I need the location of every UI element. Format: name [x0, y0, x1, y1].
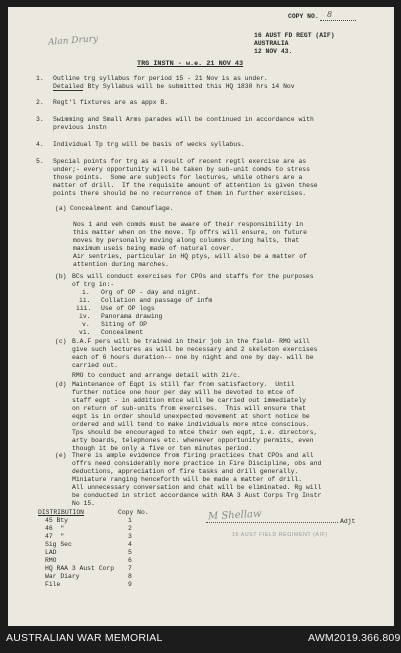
sub-b-item-number: i.: [82, 289, 90, 296]
distribution-row-copy: 5: [128, 549, 132, 556]
sub-a-line: Nos 1 and veh comds must be aware of their responsibility in: [73, 221, 304, 228]
sub-c-line: give such lectures as will be necessary and 2 skeleton exercises: [72, 346, 318, 353]
sub-d-line: though it be only a five or ten minutes period.: [72, 445, 253, 452]
sub-e-line: deductions, appreciation of fire tasks and drill generally.: [72, 468, 299, 475]
distribution-heading: DISTRIBUTION: [38, 509, 85, 516]
para-4-line: Individual Tp trg will be basis of wecks syllabus.: [53, 141, 245, 148]
sub-c-line: B.A.F pers will be trained in their job in the field- RMO will: [72, 338, 310, 345]
para-3-number: 3.: [36, 116, 44, 123]
distribution-row-copy: 9: [128, 581, 132, 588]
para-1-number: 1.: [36, 75, 44, 82]
sub-e-line: be conducted in strict accordance with RAA 3 Aust Corps Trg Instr: [72, 492, 322, 499]
sub-b-label: (b): [55, 273, 67, 280]
para-2-line: Regt'l fixtures are as appx B.: [53, 99, 169, 106]
document-title: TRG INSTN - w.e. 21 NOV 43: [137, 60, 244, 68]
copy-no-line: [320, 20, 356, 21]
sub-e-line: All unnecessary conversation and chat will be eliminated. Rg will: [72, 484, 322, 491]
para-5-line: those points. Some are subjects for lectures, while others are a: [53, 174, 303, 181]
para-3-line: previous instn: [53, 124, 107, 131]
unit-name: 16 AUST FD REGT (AIF): [254, 32, 335, 39]
sub-b-item: Siting of OP: [101, 321, 148, 328]
signature-top: Alan Drury: [47, 34, 99, 48]
sub-c-line: RMO to conduct and arrange detail with 2i/c.: [72, 372, 241, 379]
sub-b-item: Collation and passage of infm: [101, 297, 213, 304]
sub-e-line: offrs need considerably more practice in Fire Discipline, obs and: [72, 460, 322, 467]
sub-a-line: moves by personally moving along columns during halts, that: [73, 237, 300, 244]
distribution-row-copy: 3: [128, 533, 132, 540]
sub-d-line: arty boards, telephones etc. whenever opportunity permits, even: [72, 437, 314, 444]
para-5-number: 5.: [36, 158, 44, 165]
sub-c-line: carried out.: [72, 362, 119, 369]
sub-b-item-number: iv.: [79, 313, 91, 320]
distribution-row-name: 45 Bty: [45, 517, 69, 524]
para-5-line: Special points for trg as a result of recent regtl exercise are as: [53, 158, 307, 165]
sub-e-line: Miniature ranging henceforth will be made a matter of drill.: [72, 476, 303, 483]
distribution-row-copy: 7: [128, 565, 132, 572]
sub-b-item-number: iii.: [76, 305, 92, 312]
unit-stamp: 16 AUST FIELD REGIMENT (AIF): [232, 532, 328, 538]
sub-b-line: of trg in:-: [72, 281, 115, 288]
distribution-row-copy: 1: [128, 517, 132, 524]
sub-d-label: (d): [55, 381, 67, 388]
sub-d-line: on return of sub-units from exercises. This will ensure that: [72, 405, 306, 412]
distribution-row-name: LAD: [45, 549, 57, 556]
sub-e-line: There is ample evidence from firing practices that CPOs and all: [72, 452, 314, 459]
signature-line: [206, 522, 338, 523]
sub-d-line: further notice one hour per day will be devoted to mtce of: [72, 389, 295, 396]
sub-b-item-number: vi.: [79, 329, 91, 336]
unit-country: AUSTRALIA: [254, 40, 289, 47]
sub-a-line: attention during marches.: [73, 261, 169, 268]
sub-d-line: ordered and will tend to make individuals more mtce conscious.: [72, 421, 310, 428]
sub-b-item: Concealment: [101, 329, 144, 336]
sub-b-line: BCs will conduct exercises for CPOs and staffs for the purposes: [72, 273, 314, 280]
footer-institution: AUSTRALIAN WAR MEMORIAL: [6, 632, 163, 644]
distribution-row-name: File: [45, 581, 61, 588]
para-3-line: Swimming and Small Arms parades will be continued in accordance with: [53, 116, 314, 123]
sub-a-label: (a): [55, 205, 67, 212]
distribution-row-name: War Diary: [45, 573, 80, 580]
sub-b-item: Use of OP logs: [101, 305, 155, 312]
sub-a-line: maximum useis being made of natural cover.: [73, 245, 235, 252]
sub-b-item: Panorama drawing: [101, 313, 163, 320]
distribution-row-copy: 6: [128, 557, 132, 564]
copy-no-label: COPY NO.: [288, 13, 319, 20]
distribution-row-copy: 2: [128, 525, 132, 532]
sub-a-line: Air sentries, particular in HQ ptys, will also be a matter of: [73, 253, 307, 260]
footer-accession-number: AWM2019.366.809: [308, 632, 401, 644]
para-5-line: matter of drill. If the requisite amount of attention is given these: [53, 182, 318, 189]
sub-a-heading: Concealment and Camouflage.: [70, 205, 174, 212]
sub-e-line: No 15.: [72, 500, 96, 507]
distribution-row-name: HQ RAA 3 Aust Corp: [45, 565, 115, 572]
para-2-number: 2.: [36, 99, 44, 106]
sub-b-item: Org of OP - day and night.: [101, 289, 201, 296]
sub-b-item-number: ii.: [79, 297, 91, 304]
sub-d-line: Tps should be encouraged to mtce their own eqpt, i.e. directors,: [72, 429, 318, 436]
para-1-line: Outline trg syllabus for period 15 - 21 Nov is as under.: [53, 75, 268, 82]
signature-adjt: M Shellaw: [207, 508, 262, 523]
sub-d-line: Maintenance of Eqpt is still far from satisfactory. Until: [72, 381, 295, 388]
para-1-line: Detailed Bty Syllabus will be submitted this HQ 1830 hrs 14 Nov: [53, 83, 295, 90]
distribution-row-name: 47 ": [45, 533, 65, 540]
sub-a-line: this matter when on the move. Tp offrs will ensure, on future: [73, 229, 307, 236]
sub-d-line: eqpt is in order should unexpected movement at short notice be: [72, 413, 310, 420]
sub-c-line: each of 6 hours duration-- one by night and one by day- will be: [72, 354, 314, 361]
para-1-underline: [53, 90, 83, 91]
sub-b-item-number: v.: [82, 321, 90, 328]
document-date: 12 NOV 43.: [254, 48, 293, 55]
copy-no-value: 8: [327, 10, 333, 19]
distribution-row-name: Sig Sec: [45, 541, 72, 548]
distribution-copy-heading: Copy No.: [118, 509, 149, 516]
distribution-row-name: RMO: [45, 557, 57, 564]
distribution-row-copy: 8: [128, 573, 132, 580]
distribution-row-name: 46 ": [45, 525, 65, 532]
sub-c-label: (c): [55, 338, 67, 345]
para-5-line: points there should be no recurrence of them in further exercises.: [53, 190, 307, 197]
signoff-role: Adjt: [340, 518, 356, 525]
distribution-row-copy: 4: [128, 541, 132, 548]
sub-e-label: (e): [55, 452, 67, 459]
para-5-line: under;- every opportunity will be taken by sub-unit comds to stress: [53, 166, 310, 173]
para-4-number: 4.: [36, 141, 44, 148]
sub-d-line: staff eqpt - in addition mtce will be carried out immediately: [72, 397, 306, 404]
